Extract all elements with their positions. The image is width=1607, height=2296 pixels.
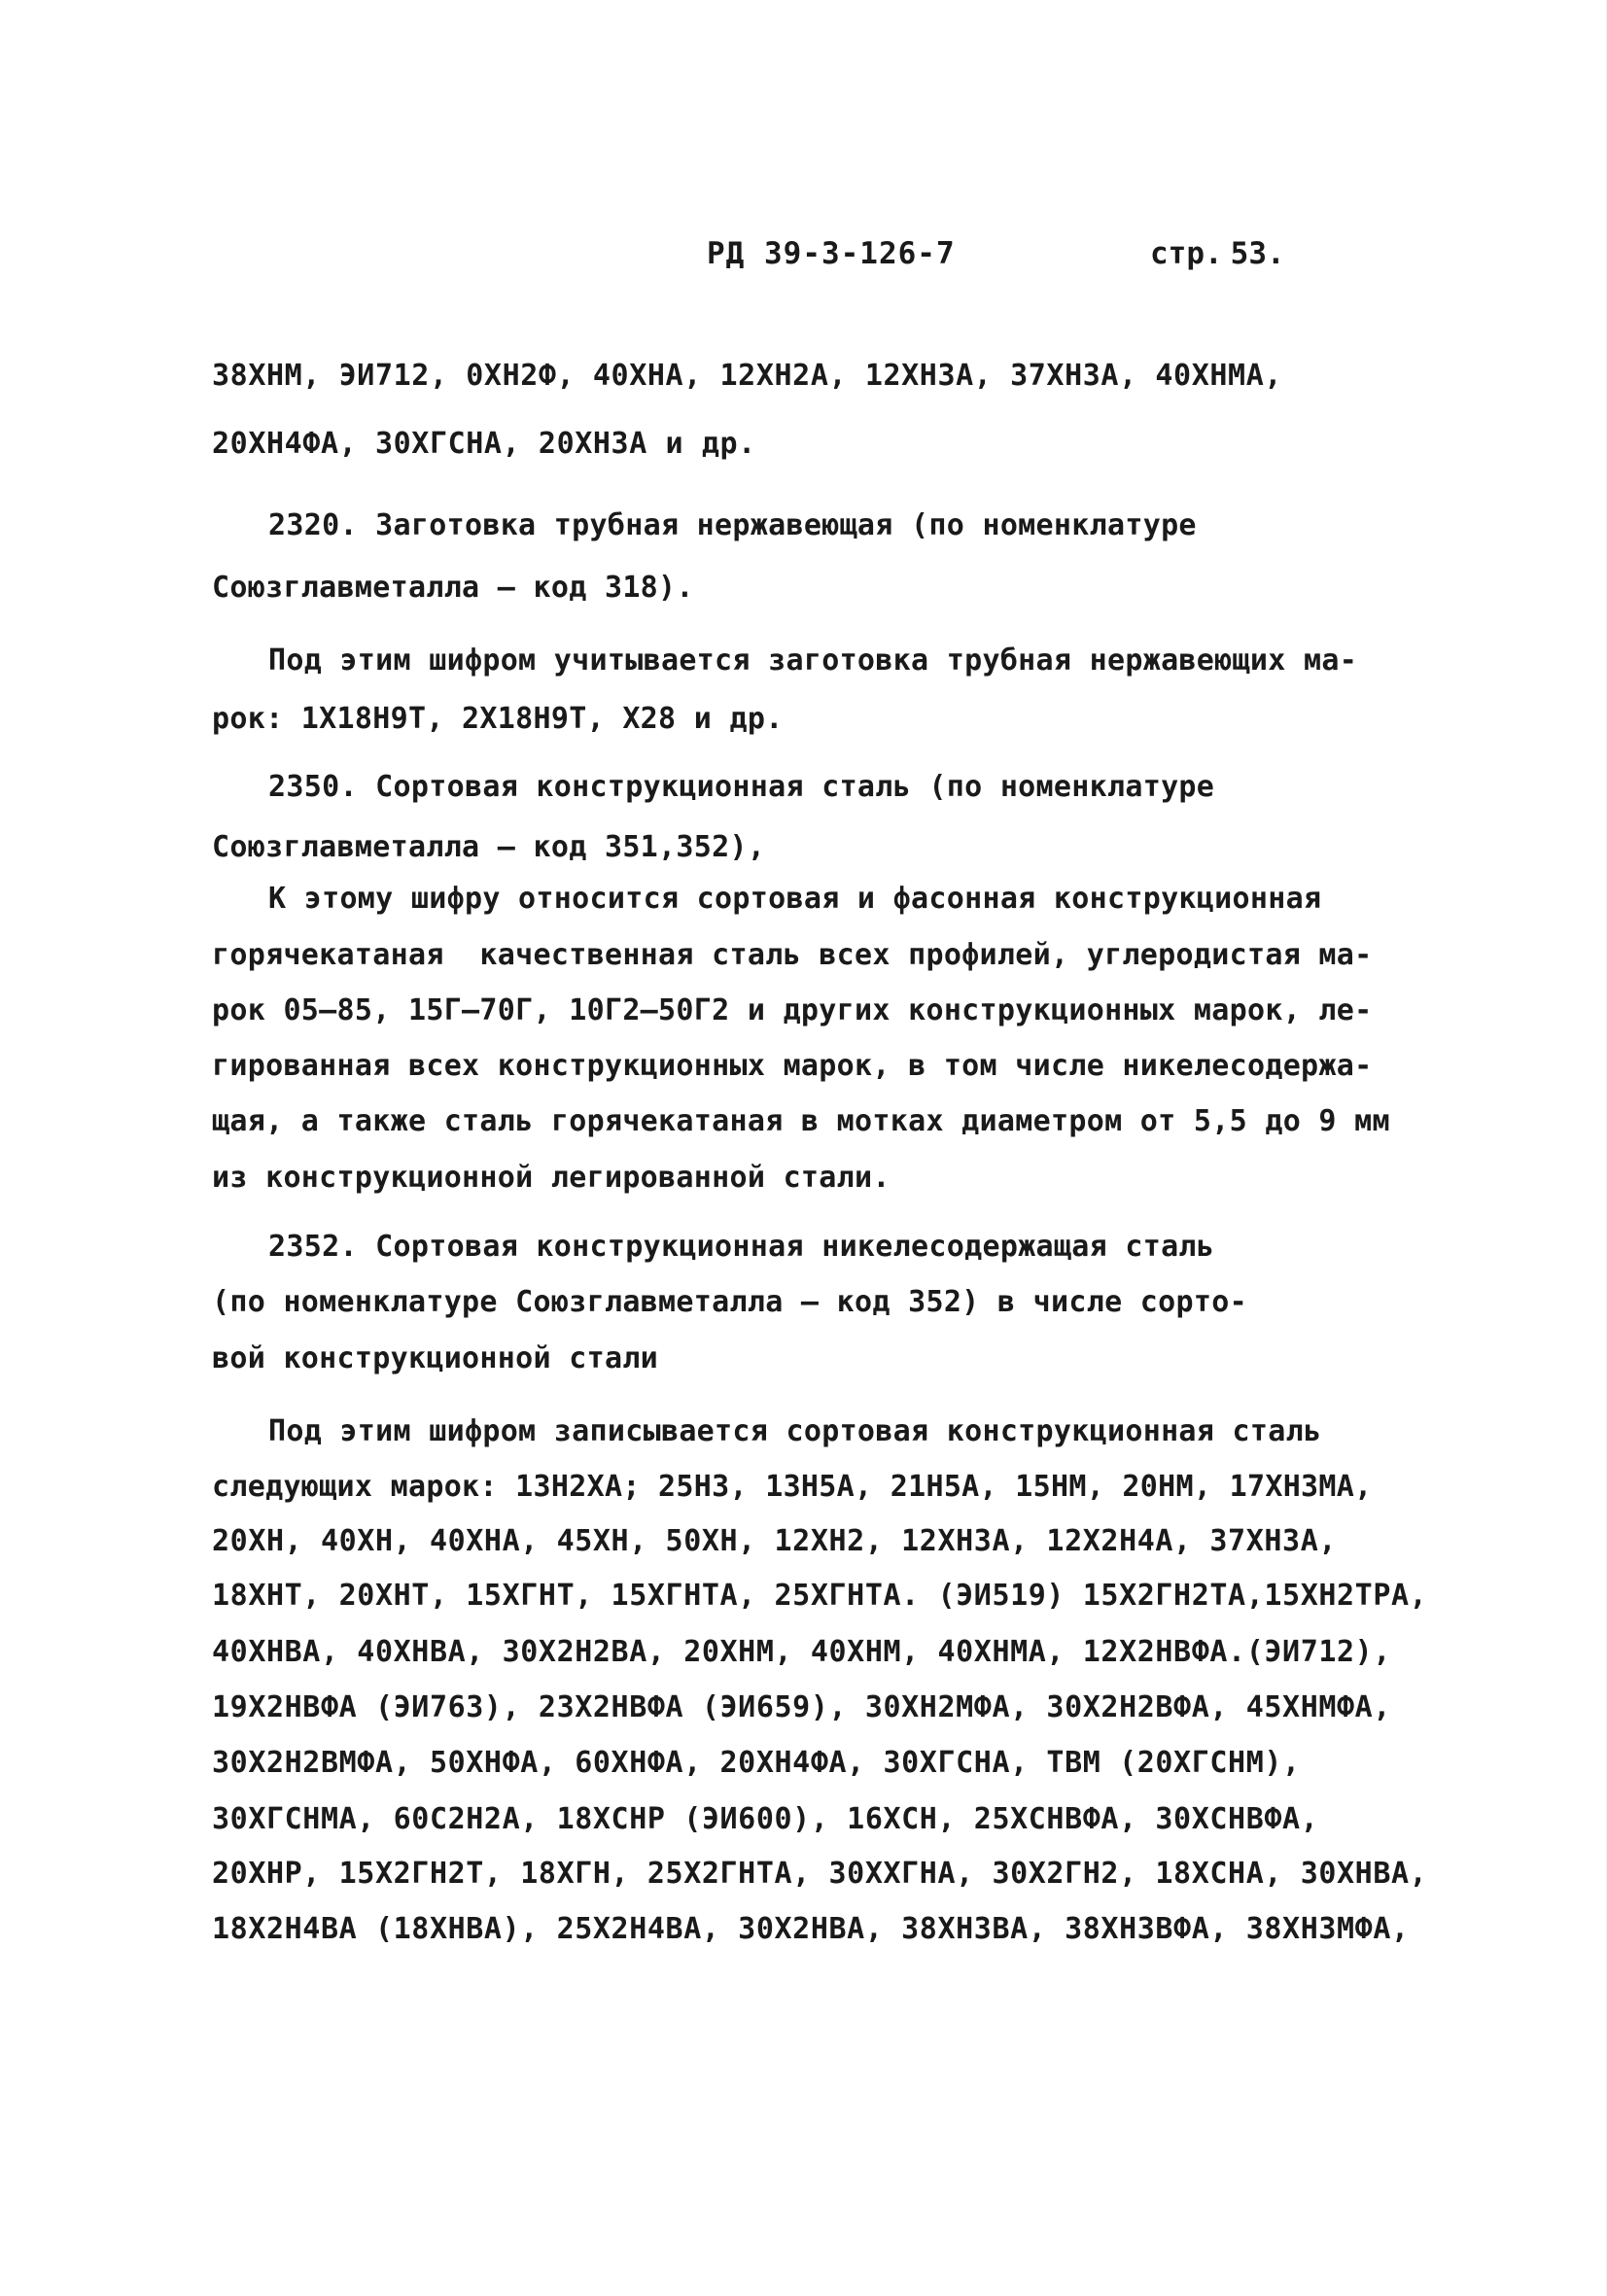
text-line: щая, а также сталь горячекатаная в мотках диаметром от 5,5 до 9 мм bbox=[212, 1104, 1390, 1138]
text-line: из конструкционной легированной стали. bbox=[212, 1161, 891, 1195]
text-line: К этому шифру относится сортовая и фасонная конструкционная bbox=[268, 882, 1322, 916]
paragraph-heading-2350: 2350. Сортовая конструкционная сталь (по номенклатуре bbox=[268, 770, 1215, 804]
text-line: рок: 1Х18Н9Т, 2Х18Н9Т, Х28 и др. bbox=[212, 702, 784, 736]
text-line: 18ХНТ, 20ХНТ, 15ХГНТ, 15ХГНТА, 25ХГНТА. (ЭИ519) 15Х2ГН2ТА,15ХН2ТРА, bbox=[212, 1579, 1428, 1613]
text-line: гированная всех конструкционных марок, в том числе никелесодержа- bbox=[212, 1049, 1373, 1083]
text-line: Под этим шифром записывается сортовая конструкционная сталь bbox=[268, 1414, 1322, 1448]
paragraph-heading-2320: 2320. Заготовка трубная нержавеющая (по номенклатуре bbox=[268, 508, 1197, 542]
text-line: 38ХНМ, ЭИ712, 0ХН2Ф, 40ХНА, 12ХН2А, 12ХН3А, 37ХН3А, 40ХНМА, bbox=[212, 359, 1283, 393]
text-line: рок 05–85, 15Г–70Г, 10Г2–50Г2 и других конструкционных марок, ле- bbox=[212, 993, 1373, 1027]
page-header bbox=[0, 236, 1607, 285]
document-code: РД 39-3-126-7 bbox=[707, 236, 956, 271]
paragraph-heading-2352: 2352. Сортовая конструкционная никелесодержащая сталь bbox=[268, 1230, 1215, 1264]
text-line: 20ХН, 40ХН, 40ХНА, 45ХН, 50ХН, 12ХН2, 12ХН3А, 12Х2Н4А, 37ХН3А, bbox=[212, 1524, 1338, 1558]
text-line: вой конструкционной стали bbox=[212, 1341, 659, 1375]
text-line: Под этим шифром учитывается заготовка трубная нержавеющих ма- bbox=[268, 644, 1358, 678]
page-number: 53. bbox=[1230, 236, 1285, 271]
page-number-label bbox=[1150, 236, 1285, 271]
text-line: 40ХНВА, 40ХНВА, 30Х2Н2ВА, 20ХНМ, 40ХНМ, 40ХНМА, 12Х2НВФА.(ЭИ712), bbox=[212, 1635, 1391, 1669]
text-line: Союзглавметалла – код 351,352), bbox=[212, 830, 766, 864]
text-line: следующих марок: 13Н2ХА; 25Н3, 13Н5А, 21Н5А, 15НМ, 20НМ, 17ХН3МА, bbox=[212, 1470, 1373, 1504]
text-line: 20ХН4ФА, 30ХГСНА, 20ХН3А и др. bbox=[212, 427, 756, 461]
text-line: горячекатаная качественная сталь всех профилей, углеродистая ма- bbox=[212, 938, 1373, 972]
text-line: 19Х2НВФА (ЭИ763), 23Х2НВФА (ЭИ659), 30ХН2МФА, 30Х2Н2ВФА, 45ХНМФА, bbox=[212, 1690, 1391, 1724]
text-line: 30Х2Н2ВМФА, 50ХНФА, 60ХНФА, 20ХН4ФА, 30ХГСНА, ТВМ (20ХГСНМ), bbox=[212, 1746, 1301, 1780]
text-line: 20ХНР, 15Х2ГН2Т, 18ХГН, 25Х2ГНТА, 30ХХГНА, 30Х2ГН2, 18ХСНА, 30ХНВА, bbox=[212, 1857, 1428, 1891]
page-label-text: стр. bbox=[1150, 236, 1223, 271]
text-line: (по номенклатуре Союзглавметалла – код 352) в числе сорто- bbox=[212, 1285, 1247, 1319]
text-line: 18Х2Н4ВА (18ХНВА), 25Х2Н4ВА, 30Х2НВА, 38ХН3ВА, 38ХН3ВФА, 38ХН3МФА, bbox=[212, 1912, 1410, 1946]
text-line: Союзглавметалла – код 318). bbox=[212, 571, 694, 605]
text-line: 30ХГСНМА, 60С2Н2А, 18ХСНР (ЭИ600), 16ХСН, 25ХСНВФА, 30ХСНВФА, bbox=[212, 1802, 1319, 1836]
